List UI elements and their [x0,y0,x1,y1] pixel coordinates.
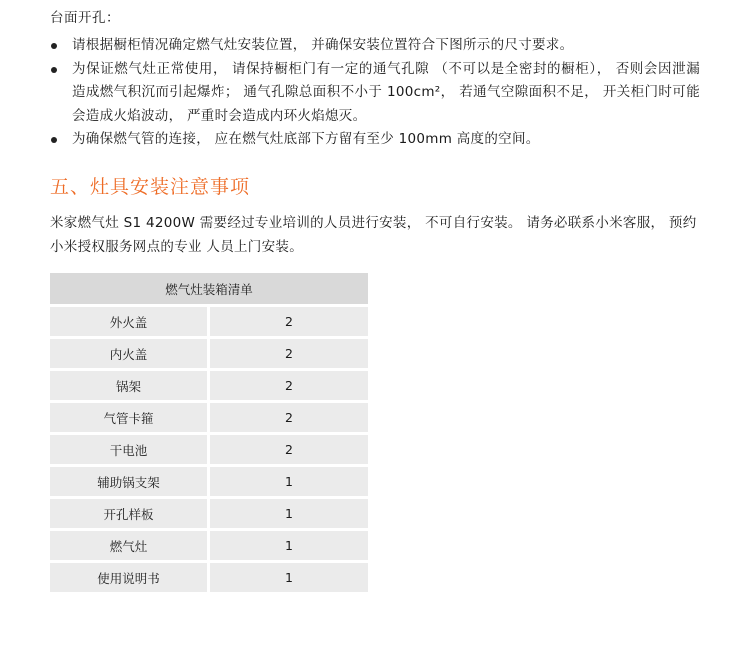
bullet-text: 请根据橱柜情况确定燃气灶安装位置， 并确保安装位置符合下图所示的尺寸要求。 [72,37,574,53]
item-qty: 2 [209,306,369,338]
item-qty: 2 [209,370,369,402]
bullet-text: 为保证燃气灶正常使用， 请保持橱柜门有一定的通气孔隙 （不可以是全密封的橱柜）， 否则会因泄漏造成燃气积沉而引起爆炸； 通气孔隙总面积不小于 100cm²， 若通气空隙面积不足， 开关柜门时可能会造成火焰波动， 严重时会造成内环火焰熄灭。 [72,60,700,124]
packing-list-table [50,273,368,595]
item-name: 干电池 [50,434,209,466]
item-qty: 1 [209,530,369,562]
section-paragraph: 米家燃气灶 S1 4200W 需要经过专业培训的人员进行安装， 不可自行安装。 请务必联系小米客服， 预约小米授权服务网点的专业 人员上门安装。 [50,215,697,255]
bullet-item [50,34,700,58]
table-row [50,498,368,530]
table-header-row [50,273,368,306]
item-name: 气管卡箍 [50,402,209,434]
item-name: 开孔样板 [50,498,209,530]
installation-bullet-list [50,34,700,152]
item-name: 内火盖 [50,338,209,370]
table-row [50,530,368,562]
item-qty: 1 [209,562,369,594]
item-name: 外火盖 [50,306,209,338]
table-row [50,402,368,434]
bullet-dot-icon [51,43,57,49]
item-qty: 2 [209,434,369,466]
countertop-cutout-heading: 台面开孔： [50,10,120,26]
section-title: 五、灶具安装注意事项 [50,176,251,198]
item-name: 辅助锅支架 [50,466,209,498]
table-row [50,338,368,370]
bullet-dot-icon [51,67,57,73]
bullet-dot-icon [51,137,57,143]
table-row [50,562,368,594]
item-qty: 1 [209,466,369,498]
table-row [50,306,368,338]
item-name: 使用说明书 [50,562,209,594]
item-qty: 1 [209,498,369,530]
table-row [50,434,368,466]
bullet-text: 为确保燃气管的连接， 应在燃气灶底部下方留有至少 100mm 高度的空间。 [72,131,540,147]
table-title: 燃气灶装箱清单 [50,273,368,306]
item-name: 燃气灶 [50,530,209,562]
item-qty: 2 [209,402,369,434]
item-qty: 2 [209,338,369,370]
bullet-item [50,128,700,152]
table-row [50,466,368,498]
bullet-item [50,58,700,129]
item-name: 锅架 [50,370,209,402]
table-row [50,370,368,402]
